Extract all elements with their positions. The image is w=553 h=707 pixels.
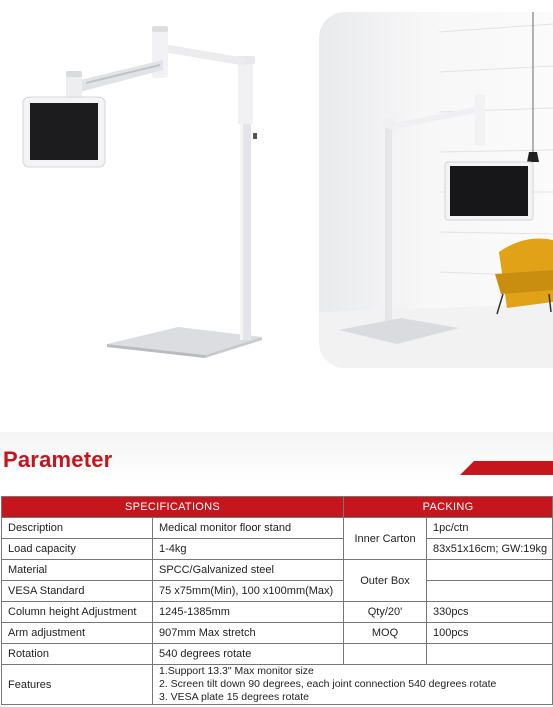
packing-value-outer-box-2: [427, 581, 553, 602]
page-title: Parameter: [3, 447, 113, 472]
packing-empty-1: [344, 644, 427, 665]
row-label-features: Features: [2, 665, 153, 705]
table-row: [2, 623, 553, 644]
feature-line: 3. VESA plate 15 degrees rotate: [159, 691, 310, 703]
row-label-load-capacity: Load capacity: [2, 539, 153, 560]
packing-value-inner-carton-qty: 1pc/ctn: [427, 518, 553, 539]
packing-label-outer-box: Outer Box: [344, 560, 427, 602]
row-label-material: Material: [2, 560, 153, 581]
table-row: [2, 581, 553, 602]
room-illustration: [319, 12, 553, 368]
table-header-row: [2, 497, 553, 518]
packing-value-outer-box-1: [427, 560, 553, 581]
feature-line: 1.Support 13.3" Max monitor size: [159, 665, 314, 677]
packing-label-inner-carton: Inner Carton: [344, 518, 427, 560]
table-row: [2, 602, 553, 623]
parameter-table: [1, 496, 553, 705]
row-label-description: Description: [2, 518, 153, 539]
packing-header: PACKING: [344, 497, 553, 518]
table-row: [2, 518, 553, 539]
row-label-column-height: Column height Adjustment: [2, 602, 153, 623]
product-photo-stand: [0, 0, 300, 400]
row-value-column-height: 1245-1385mm: [153, 602, 344, 623]
row-value-rotation: 540 degrees rotate: [153, 644, 344, 665]
table-row: [2, 644, 553, 665]
title-accent-bar: [460, 461, 553, 475]
row-label-rotation: Rotation: [2, 644, 153, 665]
feature-line: 2. Screen tilt down 90 degrees, each joint connection 540 degrees rotate: [159, 678, 497, 690]
row-label-arm-adjustment: Arm adjustment: [2, 623, 153, 644]
row-value-material: SPCC/Galvanized steel: [153, 560, 344, 581]
table-row-features: [2, 665, 553, 705]
specifications-header: SPECIFICATIONS: [2, 497, 344, 518]
product-photo-room: [319, 12, 553, 368]
stand-illustration: [0, 0, 300, 400]
row-value-features: [153, 665, 553, 705]
row-value-arm-adjustment: 907mm Max stretch: [153, 623, 344, 644]
row-value-vesa: 75 x75mm(Min), 100 x100mm(Max): [153, 581, 344, 602]
row-label-vesa: VESA Standard: [2, 581, 153, 602]
packing-value-moq: 100pcs: [427, 623, 553, 644]
row-value-load-capacity: 1-4kg: [153, 539, 344, 560]
table-row: [2, 539, 553, 560]
packing-value-inner-carton-size: 83x51x16cm; GW:19kg: [427, 539, 553, 560]
packing-empty-2: [427, 644, 553, 665]
row-value-description: Medical monitor floor stand: [153, 518, 344, 539]
packing-value-qty: 330pcs: [427, 602, 553, 623]
packing-label-qty: Qty/20': [344, 602, 427, 623]
packing-label-moq: MOQ: [344, 623, 427, 644]
table-row: [2, 560, 553, 581]
